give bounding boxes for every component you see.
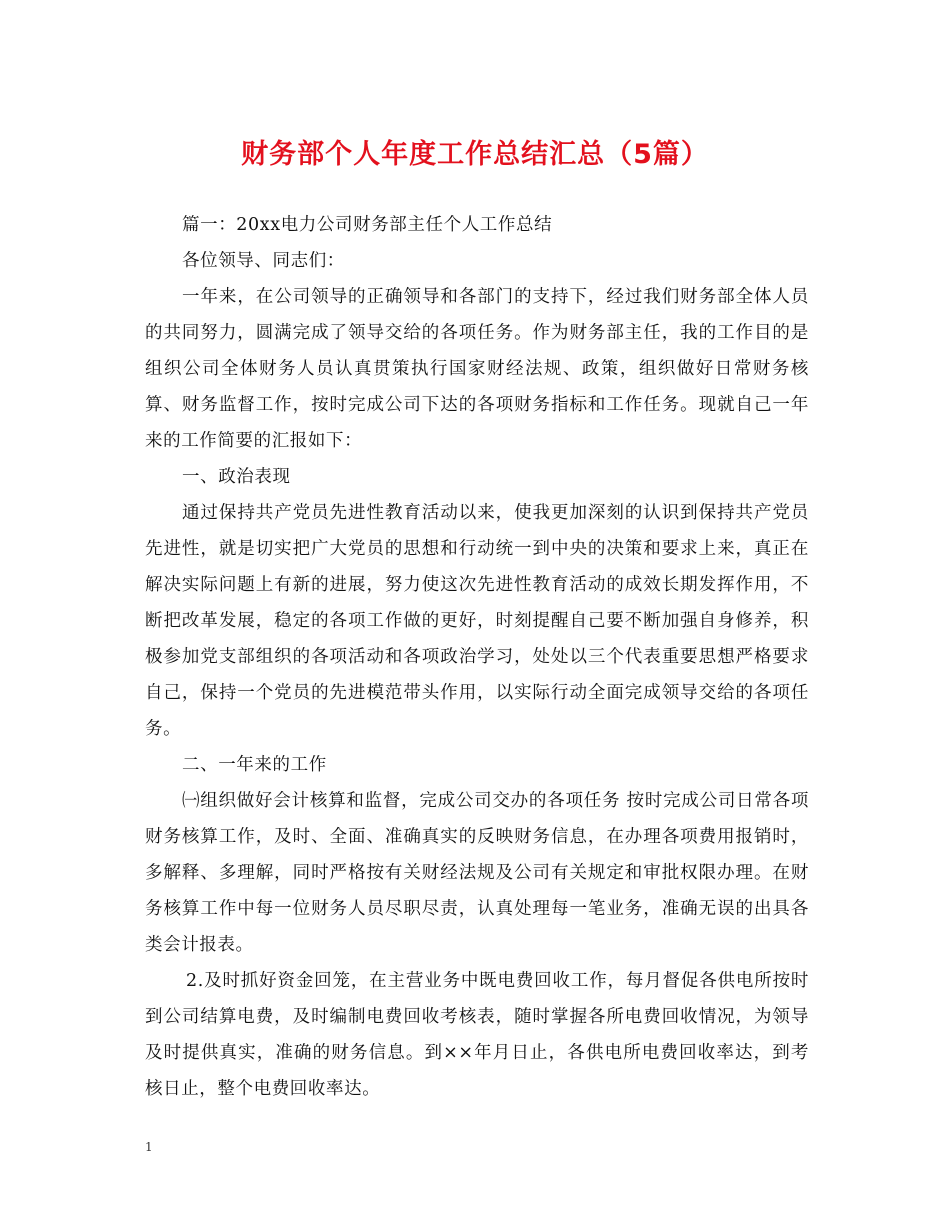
paragraph-political: 通过保持共产党员先进性教育活动以来，使我更加深刻的认识到保持共产党员先进性，就是切实把广大党员的思想和行动统一到中央的决策和要求上来，真正在解决实际问题上有新的进展，努力使这次先进性教育活动的成效长期发挥作用，不断把改革发展，稳定的各项工作做的更好，时刻提醒自己要不断加强自身修养，积极参加党支部组织的各项活动和各项政治学习，处处以三个代表重要思想严格要求自己，保持一个党员的先进模范带头作用，以实际行动全面完成领导交给的各项任务。 bbox=[145, 503, 809, 739]
paragraph-funds: 2.及时抓好资金回笼，在主营业务中既电费回收工作，每月督促各供电所按时到公司结算电费，及时编制电费回收考核表，随时掌握各所电费回收情况，为领导及时提供真实，准确的财务信息。到××年月日止，各供电所电费回收率达，到考核日止，整个电费回收率达。 bbox=[145, 971, 809, 1099]
section-heading-work: 二、一年来的工作 bbox=[182, 755, 327, 775]
section-heading-political: 一、政治表现 bbox=[182, 467, 291, 487]
document-title: 财务部个人年度工作总结汇总（5篇） bbox=[241, 139, 709, 170]
document-body bbox=[145, 207, 809, 1107]
paragraph-intro: 一年来，在公司领导的正确领导和各部门的支持下，经过我们财务部全体人员的共同努力，圆满完成了领导交给的各项任务。作为财务部主任，我的工作目的是组织公司全体财务人员认真贯策执行国家财经法规、政策，组织做好日常财务核算、财务监督工作，按时完成公司下达的各项财务指标和工作任务。现就自己一年来的工作简要的汇报如下： bbox=[145, 287, 809, 451]
paragraph-accounting: ㈠组织做好会计核算和监督，完成公司交办的各项任务 按时完成公司日常各项财务核算工作，及时、全面、准确真实的反映财务信息，在办理各项费用报销时，多解释、多理解，同时严格按有关财经法规及公司有关规定和审批权限办理。在财务核算工作中每一位财务人员尽职尽责，认真处理每一笔业务，准确无误的出具各类会计报表。 bbox=[145, 791, 809, 955]
page-number: 1 bbox=[145, 1140, 153, 1154]
salutation: 各位领导、同志们： bbox=[182, 251, 345, 271]
section-heading-article-one: 篇一：20xx电力公司财务部主任个人工作总结 bbox=[182, 215, 553, 235]
